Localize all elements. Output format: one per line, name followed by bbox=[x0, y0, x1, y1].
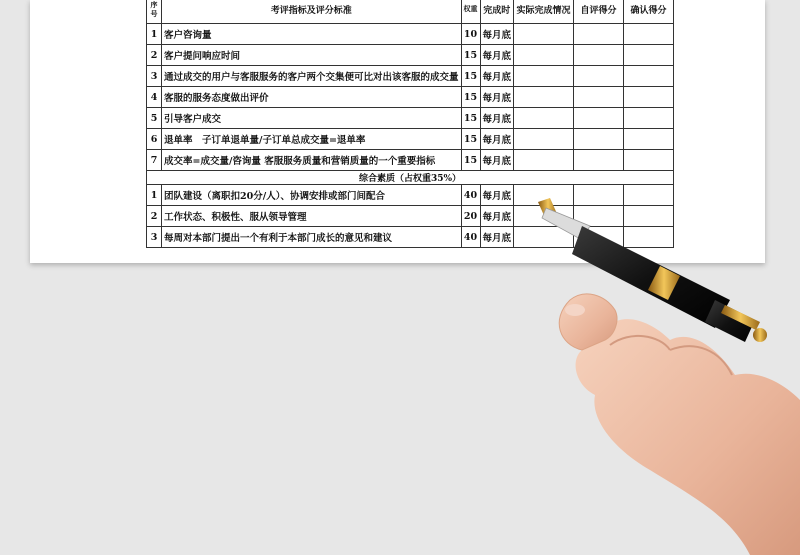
row-indicator: 客服的服务态度做出评价 bbox=[162, 87, 462, 108]
row-weight: 15 bbox=[461, 87, 480, 108]
row-weight: 20 bbox=[461, 206, 480, 227]
row-no: 3 bbox=[147, 66, 162, 87]
table-row bbox=[147, 24, 674, 45]
table-row bbox=[147, 87, 674, 108]
row-no: 5 bbox=[147, 108, 162, 129]
cell-self[interactable] bbox=[574, 150, 624, 171]
header-row bbox=[147, 0, 674, 24]
header-self: 自评得分 bbox=[574, 0, 624, 24]
row-weight: 15 bbox=[461, 45, 480, 66]
cell-confirm[interactable] bbox=[624, 129, 674, 150]
row-time: 每月底 bbox=[480, 108, 514, 129]
row-time: 每月底 bbox=[480, 87, 514, 108]
section-title: 综合素质（占权重35%） bbox=[147, 171, 674, 185]
cell-confirm[interactable] bbox=[624, 45, 674, 66]
cell-actual[interactable] bbox=[514, 129, 574, 150]
cell-confirm[interactable] bbox=[624, 24, 674, 45]
row-indicator: 每周对本部门提出一个有利于本部门成长的意见和建议 bbox=[162, 227, 462, 248]
row-no: 4 bbox=[147, 87, 162, 108]
row-no: 2 bbox=[147, 45, 162, 66]
row-indicator: 引导客户成交 bbox=[162, 108, 462, 129]
row-time: 每月底 bbox=[480, 66, 514, 87]
hand-with-pen-image bbox=[520, 170, 800, 555]
cell-confirm[interactable] bbox=[624, 108, 674, 129]
cell-self[interactable] bbox=[574, 66, 624, 87]
header-indicator: 考评指标及评分标准 bbox=[162, 0, 462, 24]
row-time: 每月底 bbox=[480, 227, 514, 248]
header-time: 完成时 bbox=[480, 0, 514, 24]
header-confirm: 确认得分 bbox=[624, 0, 674, 24]
row-weight: 40 bbox=[461, 227, 480, 248]
cell-self[interactable] bbox=[574, 24, 624, 45]
table-row bbox=[147, 108, 674, 129]
row-indicator: 工作状态、积极性、服从领导管理 bbox=[162, 206, 462, 227]
row-no: 6 bbox=[147, 129, 162, 150]
cell-actual[interactable] bbox=[514, 24, 574, 45]
table-row bbox=[147, 150, 674, 171]
cell-confirm[interactable] bbox=[624, 150, 674, 171]
row-time: 每月底 bbox=[480, 45, 514, 66]
row-indicator: 退单率 子订单退单量/子订单总成交量=退单率 bbox=[162, 129, 462, 150]
cell-confirm[interactable] bbox=[624, 87, 674, 108]
cell-self[interactable] bbox=[574, 45, 624, 66]
row-no: 2 bbox=[147, 206, 162, 227]
cell-actual[interactable] bbox=[514, 87, 574, 108]
cell-confirm[interactable] bbox=[624, 66, 674, 87]
cell-self[interactable] bbox=[574, 87, 624, 108]
row-weight: 10 bbox=[461, 24, 480, 45]
cell-self[interactable] bbox=[574, 129, 624, 150]
row-weight: 15 bbox=[461, 129, 480, 150]
row-weight: 15 bbox=[461, 66, 480, 87]
row-indicator: 成交率=成交量/咨询量 客服服务质量和营销质量的一个重要指标 bbox=[162, 150, 462, 171]
cell-self[interactable] bbox=[574, 108, 624, 129]
cell-actual[interactable] bbox=[514, 45, 574, 66]
row-time: 每月底 bbox=[480, 150, 514, 171]
row-time: 每月底 bbox=[480, 129, 514, 150]
table-row bbox=[147, 66, 674, 87]
table-row bbox=[147, 45, 674, 66]
header-no: 序号 bbox=[147, 0, 162, 24]
row-indicator: 客户提问响应时间 bbox=[162, 45, 462, 66]
table-row bbox=[147, 129, 674, 150]
header-actual: 实际完成情况 bbox=[514, 0, 574, 24]
row-no: 3 bbox=[147, 227, 162, 248]
row-weight: 40 bbox=[461, 185, 480, 206]
row-time: 每月底 bbox=[480, 206, 514, 227]
row-weight: 15 bbox=[461, 150, 480, 171]
row-indicator: 通过成交的用户与客服服务的客户两个交集便可比对出该客服的成交量 bbox=[162, 66, 462, 87]
cell-actual[interactable] bbox=[514, 150, 574, 171]
cell-actual[interactable] bbox=[514, 66, 574, 87]
row-weight: 15 bbox=[461, 108, 480, 129]
row-no: 1 bbox=[147, 24, 162, 45]
row-time: 每月底 bbox=[480, 185, 514, 206]
cell-actual[interactable] bbox=[514, 108, 574, 129]
row-no: 7 bbox=[147, 150, 162, 171]
row-indicator: 客户咨询量 bbox=[162, 24, 462, 45]
row-indicator: 团队建设（离职扣20分/人）、协调安排或部门间配合 bbox=[162, 185, 462, 206]
row-no: 1 bbox=[147, 185, 162, 206]
row-time: 每月底 bbox=[480, 24, 514, 45]
header-weight: 权重 bbox=[461, 0, 480, 24]
